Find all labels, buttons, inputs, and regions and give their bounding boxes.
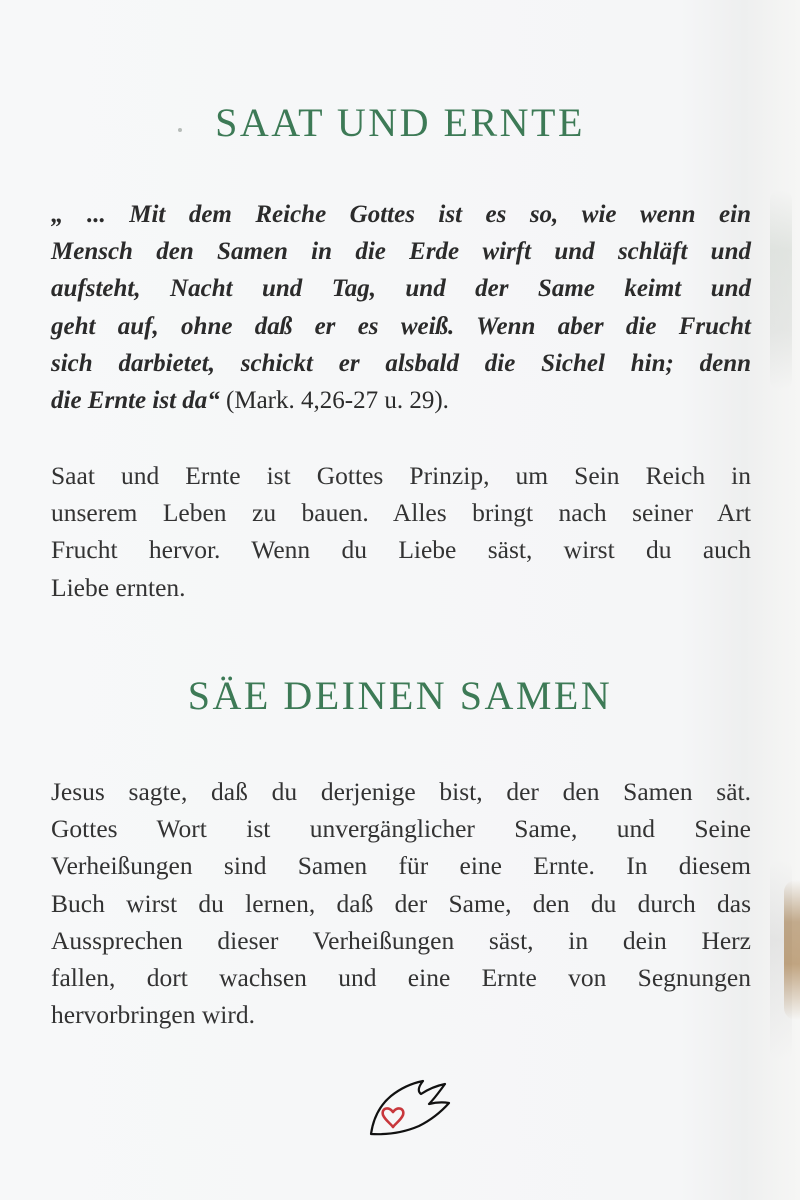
section-heading-saat-und-ernte: SAAT UND ERNTE — [215, 100, 585, 145]
paragraph-line: hervorbringen wird. — [51, 1000, 255, 1030]
quote-line: geht auf, ohne daß er es weiß. Wenn aber die Frucht — [51, 312, 751, 340]
paragraph-line: unserem Leben zu bauen. Alles bringt nach seiner Art — [51, 498, 751, 528]
quote-last-line — [51, 382, 751, 419]
dove-with-heart-icon — [365, 1072, 455, 1140]
body-paragraph — [51, 773, 751, 1033]
quote-line: „ ... Mit dem Reiche Gottes ist es so, wie wenn ein — [51, 201, 751, 228]
paragraph-line: Gottes Wort ist unvergänglicher Same, und Seine — [51, 814, 751, 844]
paragraph-line: Frucht hervor. Wenn du Liebe säst, wirst du auch — [51, 535, 751, 565]
paragraph-line: Saat und Ernte ist Gottes Prinzip, um Sein Reich in — [51, 461, 751, 490]
quote-end: die Ernte ist da“ — [51, 387, 220, 415]
paragraph-line: Aussprechen dieser Verheißungen säst, in dein Herz — [51, 925, 751, 955]
paragraph-line: Liebe ernten. — [51, 572, 186, 602]
scripture-reference: (Mark. 4,26-27 u. 29). — [219, 387, 449, 415]
quote-line: aufsteht, Nacht und Tag, und der Same keimt und — [51, 275, 751, 303]
page-edge-wear — [770, 190, 792, 390]
paragraph-line: fallen, dort wachsen und eine Ernte von Segnungen — [51, 963, 751, 993]
section-heading-saee-deinen-samen: SÄE DEINEN SAMEN — [187, 673, 613, 718]
paragraph-line: Verheißungen sind Samen für eine Ernte. In diesem — [51, 851, 751, 881]
paragraph-line: Jesus sagte, daß du derjenige bist, der den Samen sät. — [51, 777, 751, 806]
page-edge-stain — [784, 880, 800, 1020]
quote-line: sich darbietet, schickt er alsbald die Sichel hin; denn — [51, 349, 751, 377]
intro-paragraph — [51, 457, 751, 606]
publisher-logo — [365, 1072, 455, 1140]
paragraph-line: Buch wirst du lernen, daß der Same, den du durch das — [51, 888, 751, 918]
bible-quote — [51, 196, 751, 419]
quote-line: Mensch den Samen in die Erde wirft und schläft und — [51, 238, 751, 266]
